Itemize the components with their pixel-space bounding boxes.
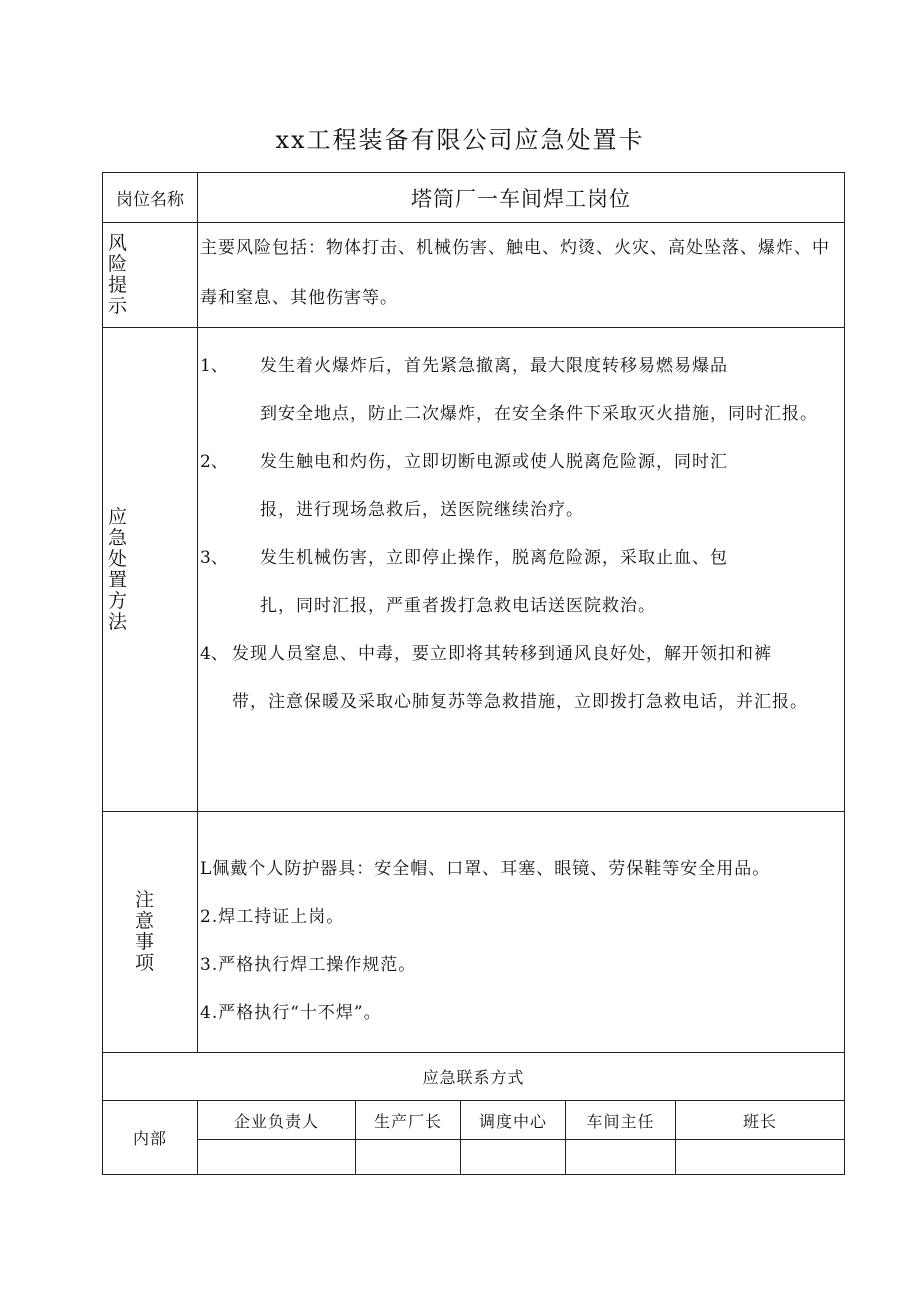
- contact-header-team-leader: 班长: [676, 1101, 845, 1140]
- note-item: 4.严格执行“十不焊”。: [200, 1003, 382, 1023]
- internal-label: 内部: [103, 1101, 198, 1175]
- method-item-first-line: 发生着火爆炸后，首先紧急撤离，最大限度转移易燃易爆品: [260, 356, 728, 376]
- post-row: [103, 173, 845, 223]
- contact-value-team-leader: [676, 1140, 845, 1175]
- risk-text: 主要风险包括：物体打击、机械伤害、触电、灼烫、火灾、高处坠落、爆炸、中毒和窒息、其他伤害等。: [198, 223, 845, 328]
- notes-label-cell: [103, 812, 198, 1053]
- method-item: [198, 630, 844, 726]
- method-row: [103, 328, 845, 812]
- method-item-first-line: 发现人员窒息、中毒，要立即将其转移到通风良好处，解开领扣和裤: [232, 644, 772, 664]
- method-item-number: 3、: [200, 548, 228, 568]
- note-item: 3.严格执行焊工操作规范。: [200, 955, 417, 975]
- contact-header-enterprise-head: 企业负责人: [198, 1101, 356, 1140]
- method-item: [198, 534, 844, 630]
- notes-label: 注意事项: [135, 889, 155, 974]
- method-item-first-line: 发生触电和灼伤，立即切断电源或使人脱离危险源，同时汇: [260, 452, 728, 472]
- method-list: [198, 328, 845, 812]
- risk-row: [103, 223, 845, 328]
- note-item: L佩戴个人防护器具：安全帽、口罩、耳塞、眼镜、劳保鞋等安全用品。: [200, 859, 771, 879]
- emergency-card-table: [102, 172, 845, 1175]
- contact-value-workshop-director: [566, 1140, 676, 1175]
- contact-header-dispatch-center: 调度中心: [461, 1101, 566, 1140]
- post-name: 塔筒厂一车间焊工岗位: [198, 173, 845, 223]
- method-item-first-line: 发生机械伤害，立即停止操作，脱离危险源，采取止血、包: [260, 548, 728, 568]
- post-label: 岗位名称: [103, 173, 198, 223]
- contact-header-production-manager: 生产厂长: [356, 1101, 461, 1140]
- risk-label-cell: [103, 223, 198, 328]
- contacts-title-row: [103, 1053, 845, 1101]
- notes-row: [103, 812, 845, 1053]
- method-item-rest: 报，进行现场急救后，送医院继续治疗。: [260, 500, 584, 520]
- method-item-number: 1、: [200, 356, 228, 376]
- method-item-number: 4、: [200, 644, 228, 664]
- contacts-value-row: [103, 1140, 845, 1175]
- contacts-title: 应急联系方式: [103, 1053, 845, 1101]
- method-item: [198, 342, 844, 438]
- contact-header-workshop-director: 车间主任: [566, 1101, 676, 1140]
- method-label-cell: [103, 328, 198, 812]
- contact-value-production-manager: [356, 1140, 461, 1175]
- method-item: [198, 438, 844, 534]
- notes-list: [198, 812, 845, 1053]
- risk-label: 风险提示: [108, 232, 128, 317]
- document-title: xx工程装备有限公司应急处置卡: [275, 126, 645, 154]
- method-item-rest: 到安全地点，防止二次爆炸，在安全条件下采取灭火措施，同时汇报。: [260, 404, 818, 424]
- method-label: 应急处置方法: [108, 505, 128, 633]
- note-item: 2.焊工持证上岗。: [200, 907, 345, 927]
- contacts-header-row: [103, 1101, 845, 1140]
- contact-value-dispatch-center: [461, 1140, 566, 1175]
- contact-value-enterprise-head: [198, 1140, 356, 1175]
- method-item-rest: 带，注意保暖及采取心肺复苏等急救措施，立即拨打急救电话，并汇报。: [232, 692, 808, 712]
- method-item-rest: 扎，同时汇报，严重者拨打急救电话送医院救治。: [260, 596, 656, 616]
- method-item-number: 2、: [200, 452, 228, 472]
